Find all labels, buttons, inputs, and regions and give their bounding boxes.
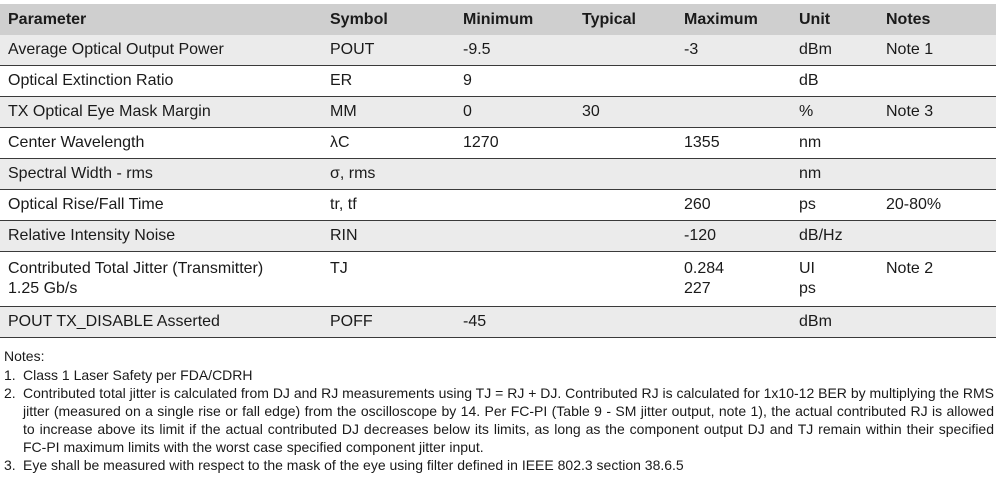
note-number: 3. bbox=[4, 457, 16, 473]
cell-symbol-line: TJ bbox=[330, 260, 348, 277]
cell-parameter: Average Optical Output Power bbox=[0, 35, 322, 66]
cell-minimum: 1270 bbox=[455, 128, 574, 159]
cell-notes bbox=[878, 66, 996, 97]
cell-symbol: RIN bbox=[322, 221, 455, 252]
table-row bbox=[0, 307, 996, 338]
note-number: 2. bbox=[4, 385, 16, 401]
cell-symbol: POFF bbox=[322, 307, 455, 338]
note-item bbox=[4, 456, 994, 474]
cell-minimum: 0 bbox=[455, 97, 574, 128]
table-row bbox=[0, 97, 996, 128]
cell-typical: 30 bbox=[574, 97, 676, 128]
cell-unit: dBm bbox=[791, 307, 878, 338]
notes-section bbox=[4, 347, 994, 474]
cell-minimum bbox=[455, 252, 574, 307]
table-row bbox=[0, 252, 996, 307]
cell-symbol: σ, rms bbox=[322, 159, 455, 190]
table-row bbox=[0, 190, 996, 221]
cell-unit-line: UI bbox=[799, 260, 815, 277]
cell-unit: ps bbox=[791, 190, 878, 221]
cell-notes-line bbox=[886, 279, 996, 299]
cell-maximum bbox=[676, 252, 791, 307]
header-symbol: Symbol bbox=[322, 4, 455, 35]
header-minimum: Minimum bbox=[455, 4, 574, 35]
cell-symbol-line bbox=[330, 279, 455, 299]
cell-maximum-line: 0.284 bbox=[684, 260, 725, 277]
cell-symbol: tr, tf bbox=[322, 190, 455, 221]
header-parameter: Parameter bbox=[0, 4, 322, 35]
cell-maximum bbox=[676, 307, 791, 338]
cell-maximum: -3 bbox=[676, 35, 791, 66]
table-row bbox=[0, 66, 996, 97]
cell-maximum: 1355 bbox=[676, 128, 791, 159]
cell-notes bbox=[878, 221, 996, 252]
table-row bbox=[0, 221, 996, 252]
cell-typical bbox=[574, 66, 676, 97]
note-text: Eye shall be measured with respect to the mask of the eye using filter defined in IEEE 802.3 section 38.6.5 bbox=[23, 457, 684, 473]
cell-parameter: Center Wavelength bbox=[0, 128, 322, 159]
cell-parameter: Spectral Width - rms bbox=[0, 159, 322, 190]
cell-unit: nm bbox=[791, 128, 878, 159]
cell-maximum: 260 bbox=[676, 190, 791, 221]
cell-typical bbox=[574, 159, 676, 190]
cell-typical bbox=[574, 128, 676, 159]
note-text: Contributed total jitter is calculated from DJ and RJ measurements using TJ = RJ + DJ. Contributed RJ is calculated for 1x10-12 BER by multiplying the RMS jitter (measured on a single rise or fall edge) from the oscilloscope by 14. Per FC-PI (Table 9 - SM jitter output, note 1), the actual contributed RJ is allowed to increase above its limit if the actual contributed DJ decreases below its limits, as long as the component output DJ and TJ remain within their specified FC-PI maximum limits with the worst case specified component jitter input. bbox=[23, 385, 994, 455]
header-typical: Typical bbox=[574, 4, 676, 35]
cell-notes bbox=[878, 307, 996, 338]
header-maximum: Maximum bbox=[676, 4, 791, 35]
notes-title: Notes: bbox=[4, 348, 45, 364]
cell-maximum-line: 227 bbox=[684, 280, 711, 297]
cell-notes bbox=[878, 252, 996, 307]
cell-unit: dB/Hz bbox=[791, 221, 878, 252]
cell-symbol: POUT bbox=[322, 35, 455, 66]
cell-unit: nm bbox=[791, 159, 878, 190]
cell-symbol: MM bbox=[322, 97, 455, 128]
cell-symbol: λC bbox=[322, 128, 455, 159]
cell-maximum bbox=[676, 97, 791, 128]
cell-typical bbox=[574, 252, 676, 307]
cell-notes: Note 1 bbox=[878, 35, 996, 66]
cell-notes bbox=[878, 159, 996, 190]
optical-spec-table bbox=[0, 4, 996, 338]
cell-minimum: 9 bbox=[455, 66, 574, 97]
table-header-row bbox=[0, 4, 996, 35]
note-text: Class 1 Laser Safety per FDA/CDRH bbox=[23, 367, 253, 383]
header-unit: Unit bbox=[791, 4, 878, 35]
cell-parameter: Optical Rise/Fall Time bbox=[0, 190, 322, 221]
cell-parameter: Optical Extinction Ratio bbox=[0, 66, 322, 97]
note-item bbox=[4, 366, 994, 384]
cell-notes: 20-80% bbox=[878, 190, 996, 221]
cell-unit: % bbox=[791, 97, 878, 128]
table-row bbox=[0, 35, 996, 66]
cell-minimum bbox=[455, 221, 574, 252]
cell-parameter bbox=[0, 252, 322, 307]
cell-unit: dBm bbox=[791, 35, 878, 66]
cell-maximum bbox=[676, 159, 791, 190]
cell-parameter: Relative Intensity Noise bbox=[0, 221, 322, 252]
cell-parameter: TX Optical Eye Mask Margin bbox=[0, 97, 322, 128]
cell-notes bbox=[878, 128, 996, 159]
cell-minimum bbox=[455, 159, 574, 190]
table-row bbox=[0, 159, 996, 190]
cell-maximum: -120 bbox=[676, 221, 791, 252]
cell-parameter-line: Contributed Total Jitter (Transmitter) bbox=[8, 260, 264, 277]
cell-typical bbox=[574, 221, 676, 252]
cell-unit: dB bbox=[791, 66, 878, 97]
cell-symbol: ER bbox=[322, 66, 455, 97]
cell-symbol bbox=[322, 252, 455, 307]
note-item bbox=[4, 384, 994, 456]
note-number: 1. bbox=[4, 367, 16, 383]
cell-typical bbox=[574, 35, 676, 66]
cell-maximum bbox=[676, 66, 791, 97]
cell-parameter-line: 1.25 Gb/s bbox=[8, 280, 78, 297]
cell-typical bbox=[574, 307, 676, 338]
cell-minimum bbox=[455, 190, 574, 221]
cell-unit-line: ps bbox=[799, 280, 816, 297]
cell-unit bbox=[791, 252, 878, 307]
cell-minimum: -45 bbox=[455, 307, 574, 338]
cell-typical bbox=[574, 190, 676, 221]
cell-notes-line: Note 2 bbox=[886, 260, 934, 277]
header-notes: Notes bbox=[878, 4, 996, 35]
table-row bbox=[0, 128, 996, 159]
cell-parameter: POUT TX_DISABLE Asserted bbox=[0, 307, 322, 338]
cell-minimum: -9.5 bbox=[455, 35, 574, 66]
cell-notes: Note 3 bbox=[878, 97, 996, 128]
